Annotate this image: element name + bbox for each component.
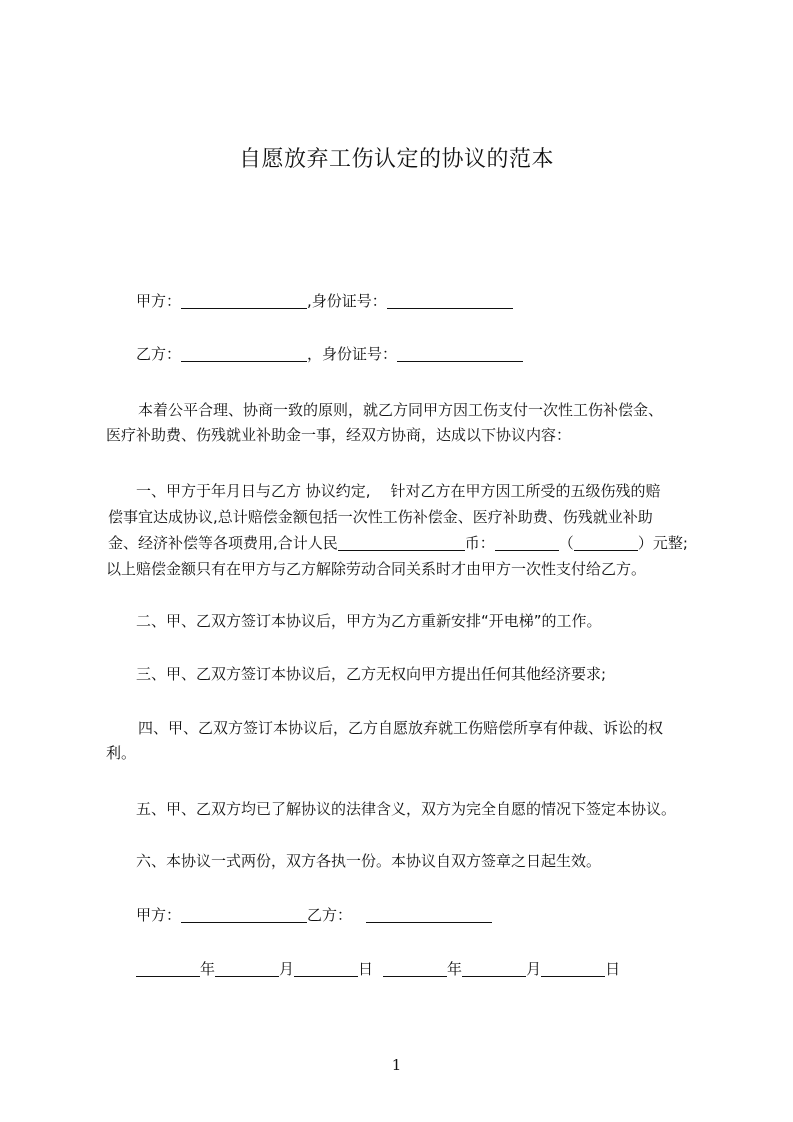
preamble-line-2: 医疗补助费、伤残就业补助金一事，经双方协商，达成以下协议内容： [106,426,572,444]
date-a-year-label: 年 [200,960,216,978]
date-a-year-blank [136,960,200,977]
clause-3: 三、甲、乙双方签订本协议后，乙方无权向甲方提出任何其他经济要求; [136,665,607,683]
clause-1-line-4: 以上赔偿金额只有在甲方与乙方解除劳动合同关系时才由甲方一次性支付给乙方。 [106,560,647,578]
clause-1-line-2: 偿事宜达成协议,总计赔偿金额包括一次性工伤补偿金、医疗补助费、伤残就业补助 [108,508,653,526]
amount-words-blank [574,534,638,551]
party-a-label: 甲方： [136,292,182,310]
clause-1-part-b: 针对乙方在甲方因工所受的五级伤残的赔 [390,482,661,500]
amount-number-blank [495,534,559,551]
clause-1-line-3-text: 金、经济补偿等各项费用,合计人民 [108,534,338,552]
party-a-name-blank [181,292,307,309]
amount-currency-blank [338,534,465,551]
signature-party-b-label: 乙方： [307,906,353,924]
date-b-month-label: 月 [526,960,542,978]
party-b-line [136,342,523,366]
party-b-label: 乙方： [136,345,182,363]
date-a-month-blank [215,960,279,977]
clause-4-line-2: 利。 [106,744,137,762]
clause-5: 五、甲、乙双方均已了解协议的法律含义，双方为完全自愿的情况下签定本协议。 [136,800,677,818]
signature-party-a-label: 甲方： [136,906,182,924]
clause-1-line-3 [108,531,688,555]
signature-party-a-blank [181,906,307,923]
date-a-day-blank [294,960,358,977]
date-line [136,957,620,981]
date-a-month-label: 月 [279,960,295,978]
date-b-year-label: 年 [447,960,463,978]
signature-party-b-blank [366,906,492,923]
party-a-id-label: ,身份证号： [307,292,387,310]
date-b-month-blank [462,960,526,977]
party-b-id-blank [397,345,523,362]
open-paren: （ [558,534,574,552]
clause-1-line-3-end: ）元整; [637,534,688,552]
signature-line [136,903,492,927]
preamble-line-1: 本着公平合理、协商一致的原则，就乙方同甲方因工伤支付一次性工伤补偿金、 [138,401,664,419]
date-a-day-label: 日 [358,960,374,978]
clause-2: 二、甲、乙双方签订本协议后，甲方为乙方重新安排“开电梯”的工作。 [136,612,602,630]
document-title: 自愿放弃工伤认定的协议的范本 [238,147,554,172]
clause-4-line-1: 四、甲、乙双方签订本协议后，乙方自愿放弃就工伤赔偿所享有仲裁、诉讼的权 [138,719,664,737]
party-a-id-blank [387,292,513,309]
party-b-id-label: ，身份证号： [307,345,398,363]
clause-1-line-1 [136,479,661,503]
date-b-day-blank [541,960,605,977]
date-b-day-label: 日 [605,960,621,978]
date-b-year-blank [383,960,447,977]
clause-6: 六、本协议一式两份，双方各执一份。本协议自双方签章之日起生效。 [136,852,602,870]
clause-1-part-a: 一、甲方于年月日与乙方 协议约定, [136,482,371,500]
page-number: 1 [391,1056,402,1074]
clause-1-currency: 币： [464,534,495,552]
party-a-line [136,289,513,313]
party-b-name-blank [181,345,307,362]
